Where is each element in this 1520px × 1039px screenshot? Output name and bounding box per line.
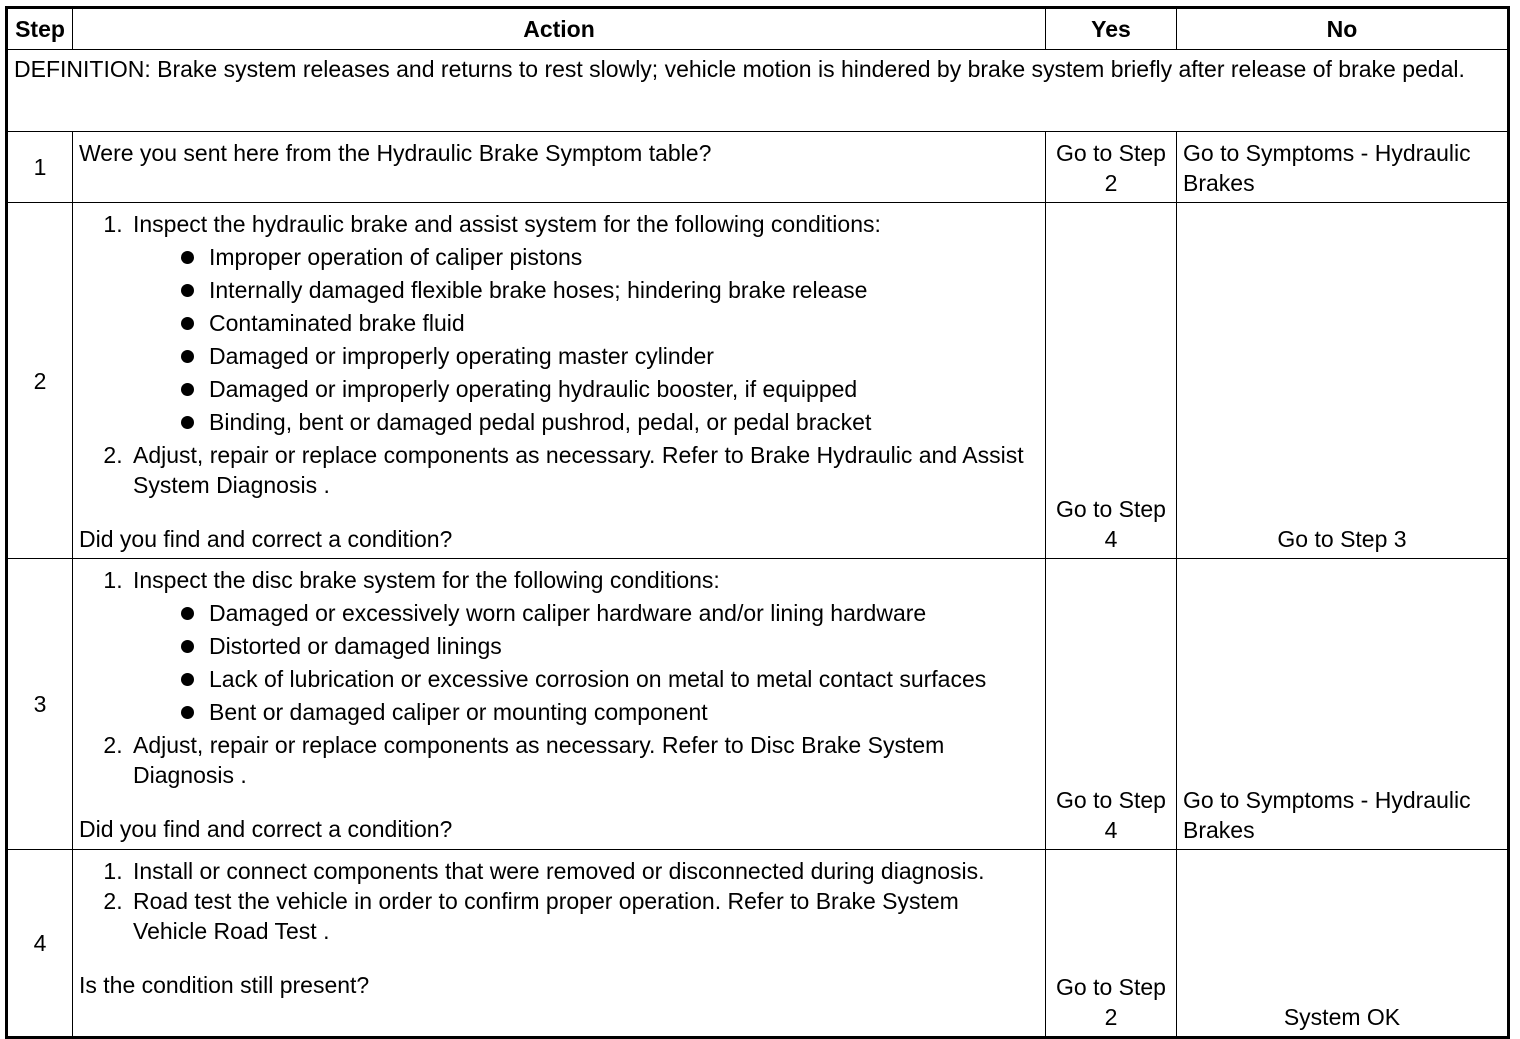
condition-list [133,242,1039,437]
list-item: Lack of lubrication or excessive corrosion on metal to metal contact surfaces [181,664,1039,694]
action-steps [79,856,1039,946]
yes-cell: Go to Step 4 [1046,559,1177,850]
list-item: Binding, bent or damaged pedal pushrod, pedal, or pedal bracket [181,407,1039,437]
yes-cell: Go to Step 2 [1046,132,1177,203]
list-item: Contaminated brake fluid [181,308,1039,338]
action-steps [79,565,1039,790]
step-number: 3 [7,559,73,850]
no-cell: Go to Symptoms - Hydraulic Brakes [1177,559,1509,850]
step-number: 1 [7,132,73,203]
yes-cell: Go to Step 4 [1046,203,1177,559]
table-row [7,132,1509,203]
header-row [7,8,1509,50]
list-item: Distorted or damaged linings [181,631,1039,661]
yes-cell: Go to Step 2 [1046,850,1177,1038]
no-cell: Go to Symptoms - Hydraulic Brakes [1177,132,1509,203]
action-question: Is the condition still present? [79,972,370,998]
action-step: 2. Adjust, repair or replace components as necessary. Refer to Brake Hydraulic and Assist System Diagnosis . [129,440,1039,500]
list-item: Damaged or improperly operating master cylinder [181,341,1039,371]
step-number: 4 [7,850,73,1038]
condition-list [133,598,1039,727]
no-cell: Go to Step 3 [1177,203,1509,559]
action-cell [73,203,1046,559]
action-step: 2. Adjust, repair or replace components as necessary. Refer to Disc Brake System Diagnosis . [129,730,1039,790]
action-cell [73,559,1046,850]
header-yes: Yes [1046,8,1177,50]
action-question: Did you find and correct a condition? [79,816,453,842]
diagnostic-table [5,6,1510,1039]
table-row [7,559,1509,850]
list-item: Bent or damaged caliper or mounting component [181,697,1039,727]
list-item: Improper operation of caliper pistons [181,242,1039,272]
header-step: Step [7,8,73,50]
action-cell [73,850,1046,1038]
definition-row [7,50,1509,132]
action-step: 1. Inspect the disc brake system for the following conditions: Damaged or excessively worn caliper hardware and/or lining hardware Distorted or damaged linings Lack of lubrication or excessive corrosion on metal to metal contact surfaces Bent or damaged caliper or mounting component [129,565,1039,727]
table-row [7,203,1509,559]
list-item: Damaged or excessively worn caliper hardware and/or lining hardware [181,598,1039,628]
no-cell: System OK [1177,850,1509,1038]
step-number: 2 [7,203,73,559]
action-steps [79,209,1039,500]
action-step: 1. Inspect the hydraulic brake and assist system for the following conditions: Improper operation of caliper pistons Internally damaged flexible brake hoses; hindering brake release Contaminated brake fluid Damaged or improperly operating master cylinder Damaged or improperly operating hydraulic booster, if equipped Binding, bent or damaged pedal pushrod, pedal, or pedal bracket [129,209,1039,437]
header-action: Action [73,8,1046,50]
definition-text: DEFINITION: Brake system releases and returns to rest slowly; vehicle motion is hindered by brake system briefly after release of brake pedal. [7,50,1509,132]
list-item: Damaged or improperly operating hydraulic booster, if equipped [181,374,1039,404]
action-step: 2. Road test the vehicle in order to confirm proper operation. Refer to Brake System Vehicle Road Test . [129,886,1039,946]
action-question: Did you find and correct a condition? [79,526,453,552]
action-cell [73,132,1046,203]
action-question: Were you sent here from the Hydraulic Brake Symptom table? [79,140,712,166]
header-no: No [1177,8,1509,50]
action-step: 1. Install or connect components that were removed or disconnected during diagnosis. [129,856,1039,886]
list-item: Internally damaged flexible brake hoses; hindering brake release [181,275,1039,305]
table-row [7,850,1509,1038]
